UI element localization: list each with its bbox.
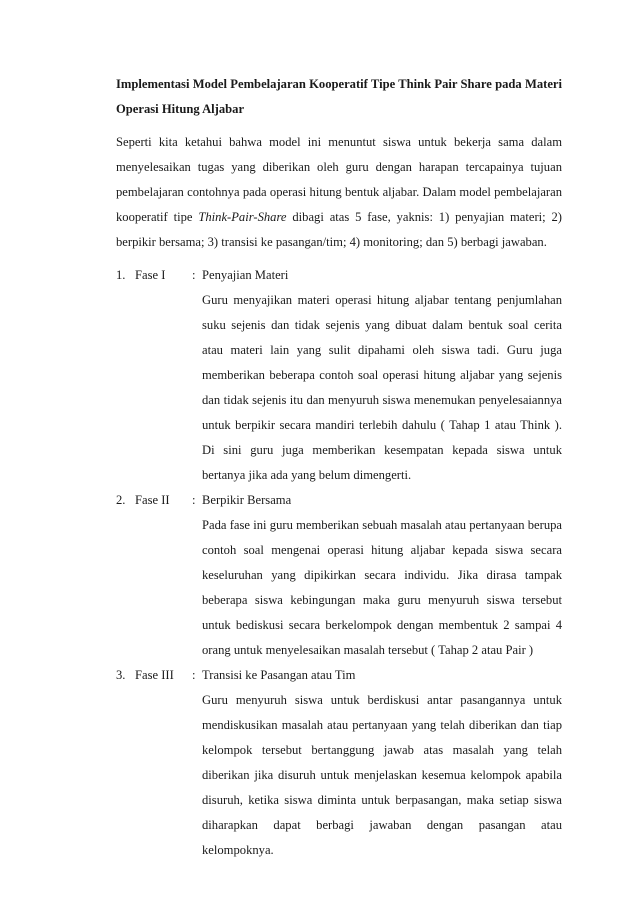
phase-body — [202, 663, 562, 863]
phase-body — [202, 488, 562, 663]
phase-text: Guru menyuruh siswa untuk berdiskusi antar pasangannya untuk mendiskusikan masalah atau pertanyaan yang telah diberikan dan tiap kelompok tersebut bertanggung jawab atas masalah yang telah diberikan jika disuruh untuk menjelaskan kesemua kelompok apabila disuruh, ketika siswa diminta untuk berpasangan, maka setiap siswa diharapkan dapat berbagi jawaban dengan pasangan atau kelompoknya. — [202, 693, 562, 857]
phase-heading: Berpikir Bersama — [202, 493, 292, 507]
intro-text-end: dibagi atas 5 fase, yaknis: 1) penyajian materi; 2) berpikir bersama; 3) transisi ke pasangan/tim; 4) monitoring; dan 5) berbagi jawaban. — [116, 210, 562, 249]
intro-italic-term: Think-Pair-Share — [198, 210, 287, 224]
phase-2 — [116, 488, 562, 663]
phase-body — [202, 263, 562, 488]
document-title: Implementasi Model Pembelajaran Kooperatif Tipe Think Pair Share pada Materi Operasi Hitung Aljabar — [116, 77, 562, 116]
phase-colon: : — [192, 668, 196, 682]
phase-3 — [116, 663, 562, 863]
phase-name: Fase II — [135, 493, 170, 507]
phase-heading: Penyajian Materi — [202, 268, 289, 282]
phase-number: 1. — [116, 268, 126, 282]
intro-text-start: Seperti kita ketahui bahwa model ini menuntut siswa untuk bekerja sama dalam menyelesaikan tugas yang diberikan oleh guru dengan harapan tercapainya tujuan pembelajaran contohnya pada operasi hitung bentuk aljabar. Dalam model pembelajaran kooperatif tipe — [116, 135, 562, 224]
phase-heading: Transisi ke Pasangan atau Tim — [202, 668, 356, 682]
phase-number: 3. — [116, 668, 126, 682]
phase-colon: : — [192, 493, 196, 507]
phase-colon: : — [192, 268, 196, 282]
phase-number: 2. — [116, 493, 126, 507]
phase-text: Guru menyajikan materi operasi hitung aljabar tentang penjumlahan suku sejenis dan tidak sejenis yang dibuat dalam bentuk soal cerita atau materi lain yang sulit dipahami oleh siswa tadi. Guru juga memberikan beberapa contoh soal operasi hitung aljabar yang sejenis dan tidak sejenis itu dan menyuruh siswa menemukan penyelesaiannya untuk berpikir secara mandiri terlebih dahulu ( Tahap 1 atau Think ). Di sini guru juga memberikan kesempatan kepada siswa untuk bertanya jika ada yang belum dimengerti. — [202, 293, 562, 482]
phase-1 — [116, 263, 562, 488]
phase-name: Fase III — [135, 668, 174, 682]
phase-text: Pada fase ini guru memberikan sebuah masalah atau pertanyaan berupa contoh soal mengenai operasi hitung aljabar kepada siswa secara keseluruhan yang dipikirkan secara individu. Jika dirasa tampak beberapa siswa kebingungan maka guru menyuruh siswa tersebut untuk bediskusi secara berkelompok dengan membentuk 2 sampai 4 orang untuk menyelesaikan masalah tersebut ( Tahap 2 atau Pair ) — [202, 518, 562, 657]
document-page — [116, 72, 562, 863]
phase-name: Fase I — [135, 268, 166, 282]
intro-paragraph — [116, 130, 562, 255]
